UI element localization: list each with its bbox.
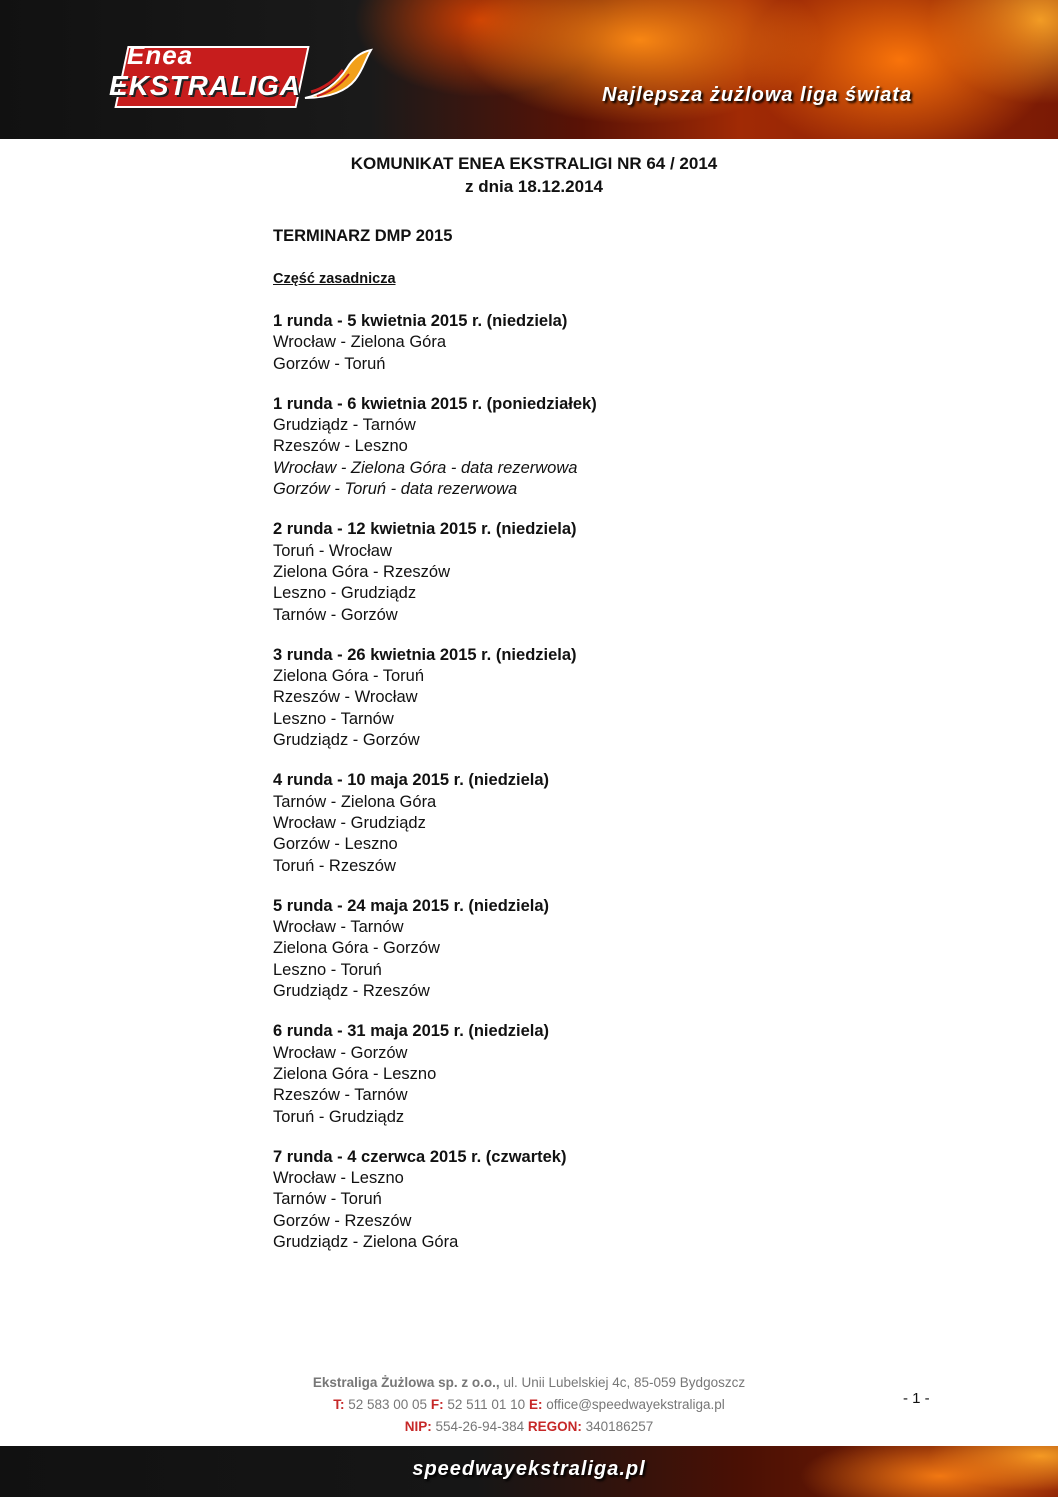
wing-icon — [303, 48, 373, 104]
footer-company-info — [0, 1372, 1058, 1438]
round-heading: 1 runda - 5 kwietnia 2015 r. (niedziela) — [273, 312, 568, 330]
round-heading: 5 runda - 24 maja 2015 r. (niedziela) — [273, 896, 550, 915]
footer-banner — [0, 1446, 1058, 1497]
match-item: Rzeszów - Tarnów — [273, 1086, 408, 1105]
round-block — [273, 519, 873, 625]
match-item: Toruń - Wrocław — [273, 541, 392, 560]
match-item: Leszno - Tarnów — [273, 709, 394, 728]
nip-value: 554-26-94-384 — [435, 1419, 525, 1434]
logo-text-enea: Enea — [127, 40, 194, 70]
header-tagline: Najlepsza żużlowa liga świata — [602, 84, 913, 106]
round-heading: 1 runda - 6 kwietnia 2015 r. (poniedziałek) — [273, 394, 597, 413]
nip-label: NIP: — [404, 1419, 432, 1434]
regon-value: 340186257 — [585, 1419, 654, 1434]
match-item: Leszno - Grudziądz — [273, 584, 417, 603]
round-block — [273, 1021, 873, 1127]
match-item: Wrocław - Gorzów — [273, 1043, 408, 1062]
round-heading: 4 runda - 10 maja 2015 r. (niedziela) — [273, 771, 550, 790]
match-item: Grudziądz - Rzeszów — [273, 982, 430, 1001]
footer-line-address — [0, 1372, 1058, 1394]
match-item: Gorzów - Rzeszów — [273, 1211, 412, 1230]
phone-label: T: — [333, 1397, 345, 1412]
match-item: Tarnów - Toruń — [273, 1190, 382, 1209]
match-item: Zielona Góra - Rzeszów — [273, 562, 450, 581]
email-label: E: — [528, 1397, 543, 1412]
round-heading: 2 runda - 12 kwietnia 2015 r. (niedziela) — [273, 520, 577, 539]
title-line-2: z dnia 18.12.2014 — [465, 177, 603, 196]
footer-website[interactable]: speedwayekstraliga.pl — [412, 1458, 646, 1480]
round-block — [273, 394, 873, 500]
match-item: Tarnów - Gorzów — [273, 605, 398, 624]
title-line-1: KOMUNIKAT ENEA EKSTRALIGI NR 64 / 2014 — [350, 154, 718, 173]
page-number: - 1 - — [903, 1390, 930, 1407]
regon-label: REGON: — [527, 1419, 582, 1434]
round-block — [273, 311, 873, 375]
header-banner — [0, 0, 1058, 139]
schedule-content — [273, 226, 873, 1253]
match-item: Rzeszów - Leszno — [273, 437, 408, 456]
match-item: Rzeszów - Wrocław — [273, 688, 418, 707]
match-item: Wrocław - Tarnów — [273, 918, 404, 937]
round-heading: 7 runda - 4 czerwca 2015 r. (czwartek) — [273, 1147, 567, 1166]
fax-value: 52 511 01 10 — [447, 1397, 526, 1412]
section-title: TERMINARZ DMP 2015 — [273, 227, 453, 245]
round-block — [273, 645, 873, 751]
fax-label: F: — [430, 1397, 444, 1412]
match-item: Tarnów - Zielona Góra — [273, 792, 437, 811]
match-item: Gorzów - Toruń — [273, 354, 386, 373]
rounds-list — [273, 311, 873, 1253]
match-item: Leszno - Toruń — [273, 960, 382, 979]
phone-value: 52 583 00 05 — [348, 1397, 428, 1412]
enea-ekstraliga-logo — [103, 40, 373, 112]
footer-line-contact — [0, 1394, 1058, 1416]
document-title — [0, 152, 1058, 198]
match-item: Wrocław - Zielona Góra — [273, 333, 447, 352]
match-item: Toruń - Grudziądz — [273, 1107, 405, 1126]
match-item: Grudziądz - Zielona Góra — [273, 1232, 459, 1251]
logo-text-ekstraliga: EKSTRALIGA — [109, 70, 301, 101]
match-item: Grudziądz - Tarnów — [273, 416, 416, 435]
match-item: Wrocław - Leszno — [273, 1169, 404, 1188]
round-heading: 3 runda - 26 kwietnia 2015 r. (niedziela) — [273, 645, 577, 664]
match-item: Wrocław - Grudziądz — [273, 813, 426, 832]
reserve-match-item: Gorzów - Toruń - data rezerwowa — [273, 480, 518, 499]
footer-line-ids — [0, 1416, 1058, 1438]
match-item: Grudziądz - Gorzów — [273, 731, 420, 750]
subsection-title: Część zasadnicza — [273, 271, 396, 287]
round-block — [273, 770, 873, 876]
reserve-match-item: Wrocław - Zielona Góra - data rezerwowa — [273, 458, 578, 477]
round-block — [273, 1147, 873, 1253]
match-item: Zielona Góra - Gorzów — [273, 939, 440, 958]
match-item: Zielona Góra - Toruń — [273, 667, 425, 686]
round-heading: 6 runda - 31 maja 2015 r. (niedziela) — [273, 1022, 550, 1041]
email-value[interactable]: office@speedwayekstraliga.pl — [546, 1397, 725, 1412]
match-item: Zielona Góra - Leszno — [273, 1064, 437, 1083]
round-block — [273, 896, 873, 1002]
company-name: Ekstraliga Żużlowa sp. z o.o., — [312, 1375, 500, 1390]
company-address: ul. Unii Lubelskiej 4c, 85-059 Bydgoszcz — [503, 1375, 746, 1390]
match-item: Gorzów - Leszno — [273, 835, 398, 854]
match-item: Toruń - Rzeszów — [273, 856, 396, 875]
